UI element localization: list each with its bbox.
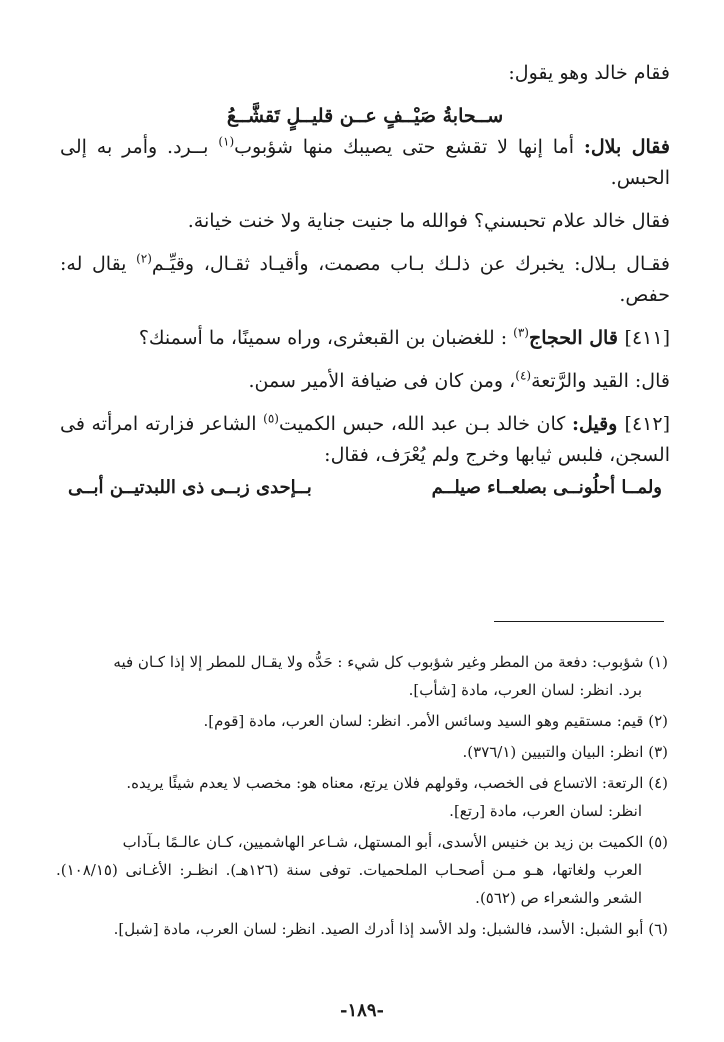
verse-title: ســحابةُ صَيْــفٍ عــن قليــلٍ تَقشَّــعُ [226,105,504,127]
main-text [60,58,670,503]
footnote-text: شؤبوب: دفعة من المطر وغير شؤبوب كل شيء : حَدُّه ولا يقـال للمطر إلا إذا كـان فيه [113,653,649,671]
paragraph-text: بــرد. وأمر به إلى الحبس. [60,136,670,189]
footnote-text: قيم: مستقيم وهو السيد وسائس الأمر. انظر: لسان العرب، مادة [قوم]. [203,712,649,730]
footnote-6 [56,915,668,943]
footnote-number: (٤) [648,774,668,792]
footnote-continuation: انظر: لسان العرب، مادة [رتع]. [449,802,642,820]
entry-411 [60,323,670,354]
paragraph-text: الشاعر فزارته امرأته فى السجن، فلبس ثيابها وخرج ولم يُعْرَف، فقال: [60,413,670,466]
paragraph-text: أما إنها لا تقشع حتى يصيبك منها شؤبوب [234,136,584,158]
footnote-number: (٥) [648,833,668,851]
paragraph-khalid-reply: فقال خالد علام تحبسني؟ فوالله ما جنيت جناية ولا خنت خيانة. [187,210,670,232]
intro-line: فقام خالد وهو يقول: [508,62,670,84]
footnote-number: (٢) [648,712,668,730]
footnote-ref-1[interactable]: (١) [218,134,235,149]
footnote-number: (٣) [648,743,668,761]
poem-verse [60,473,670,503]
page-number: -١٨٩- [340,1000,384,1021]
footnote-ref-3[interactable]: (٣) [513,325,529,340]
footnote-text: انظر: البيان والتبيين (٣٧٦/١). [462,743,649,761]
footnote-text: الكميت بن زيد بن خنيس الأسدى، أبو المستهل، شـاعر الهاشميين، كـان عالـمًا بـآداب [122,833,649,851]
footnote-number: (٦) [648,920,668,938]
footnote-continuation: العرب ولغاتها، هـو مـن أصحـاب الملحميات. توفى سنة (١٢٦هـ). انظـر: الأغـانى (١٠٨/١٥). الشعر والشعراء ص (٥٦٢). [56,861,642,907]
footnote-ref-5[interactable]: (٥) [263,411,279,426]
footnote-text: أبو الشبل: الأسد، فالشبل: ولد الأسد إذا أدرك الصيد. انظر: لسان العرب، مادة [شبل]. [113,920,649,938]
poem-hemistich-second: بــإحدى زبــى ذى اللبدتيــن أبــى [68,477,312,498]
speaker-label: فقال بلال: [583,136,670,158]
paragraph-text: قال: القيد والرَّتعة [531,370,670,392]
paragraph-text: كان خالد بـن عبد الله، حبس الكميت [278,413,572,435]
footnote-5 [56,828,668,912]
entry-number: [٤١١] [624,327,670,349]
speaker-label: قال الحجاج [528,327,625,349]
paragraph-text: يقال له: حفص. [60,253,670,306]
paragraph-text: : للغضبان بن القبعثرى، وراه سمينًا، ما أسمنك؟ [138,327,514,349]
paragraph-bilal-answer [60,249,670,311]
paragraph-text: فقـال بـلال: يخبرك عن ذلـك بـاب مصمت، وأقيـاد ثقـال، وقيِّـم [151,253,670,275]
footnote-1 [56,648,668,704]
entry-412 [60,409,670,471]
footnote-3 [56,738,668,766]
paragraph-text: ، ومن كان فى ضيافة الأمير سمن. [248,370,516,392]
poem-hemistich-first: ولمــا أحلُونــى بصلعــاء صيلــم [431,477,662,498]
footnote-text: الرتعة: الاتساع فى الخصب، وقولهم فلان يرتع، معناه هو: مخصب لا يعدم شيئًا يريده. [126,774,649,792]
footnote-separator [494,621,664,622]
footnote-4 [56,769,668,825]
paragraph-bilal-reply [60,132,670,194]
paragraph-qayd [60,366,670,397]
footnotes [56,648,668,946]
footnote-ref-4[interactable]: (٤) [515,368,532,383]
footnote-ref-2[interactable]: (٢) [136,251,152,266]
entry-number: [٤١٢] [624,413,670,435]
footnote-2 [56,707,668,735]
footnote-number: (١) [648,653,668,671]
speaker-label: وقيل: [571,413,625,435]
footnote-continuation: برد. انظر: لسان العرب، مادة [شأب]. [408,681,642,699]
